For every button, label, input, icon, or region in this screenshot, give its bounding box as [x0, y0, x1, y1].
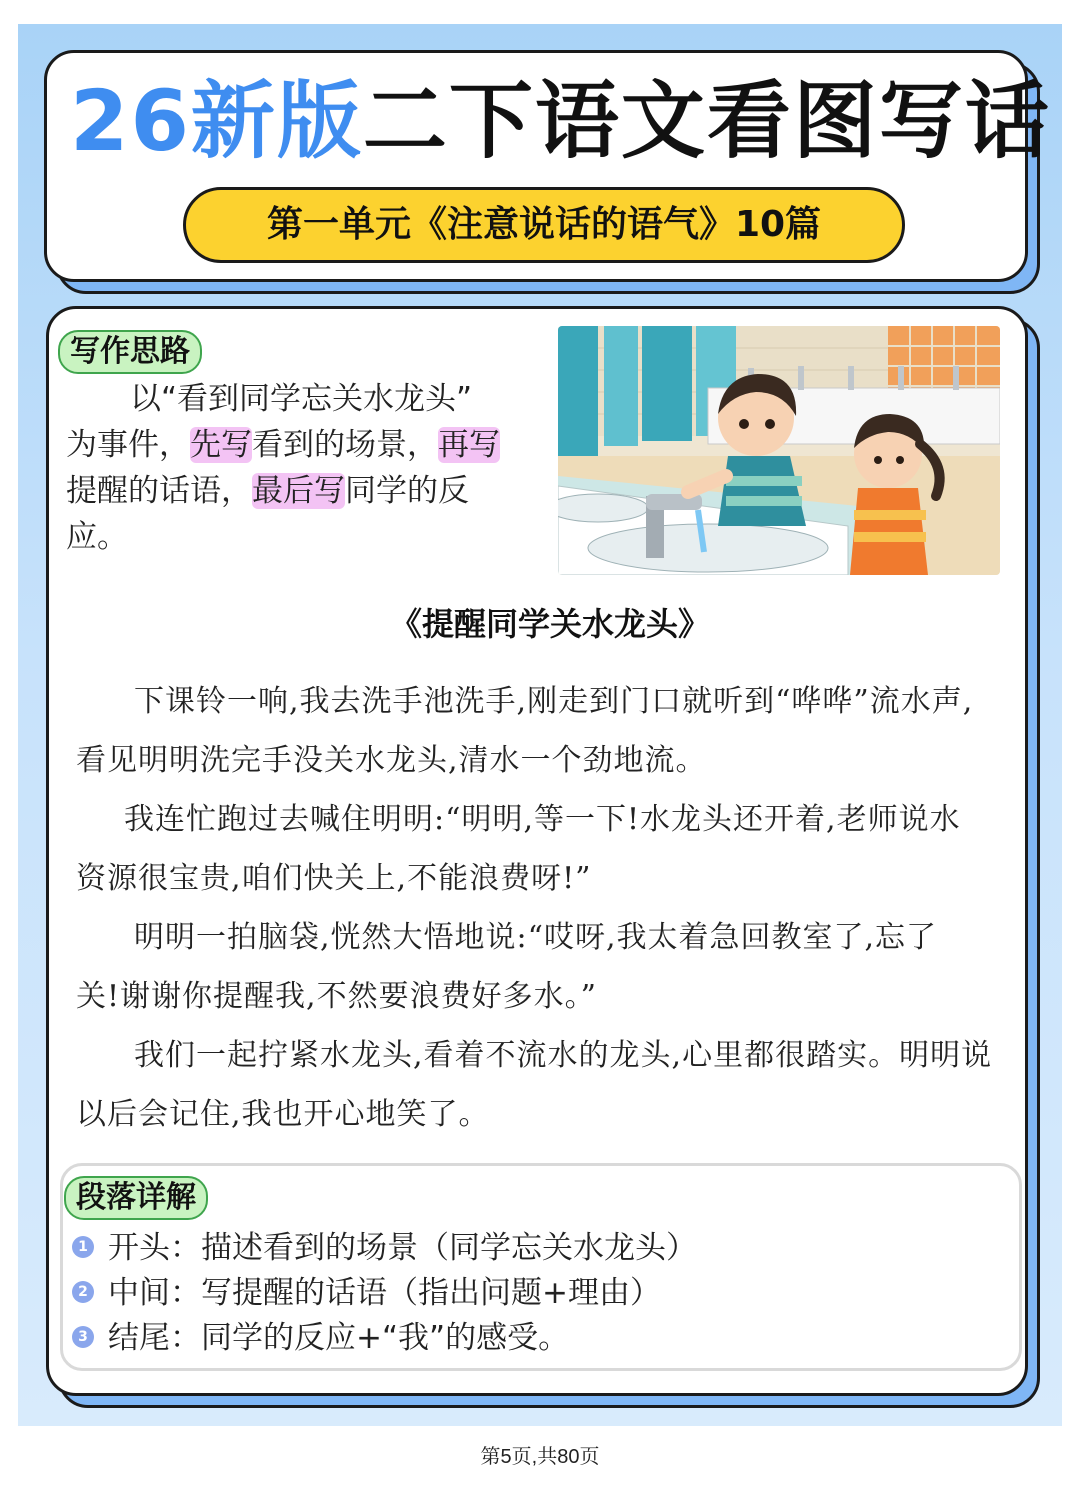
idea-line [66, 376, 536, 422]
essay-line: 下课铃一响,我去洗手池洗手,刚走到门口就听到“哗哗”流水声, [134, 684, 974, 719]
essay-body [76, 672, 1006, 1144]
step-number-badge: 2 [72, 1281, 94, 1303]
idea-text: 应。 [66, 519, 128, 555]
page-number-footer: 第5页,共80页 [480, 1446, 600, 1468]
step-text: 中间：写提醒的话语（指出问题+理由） [108, 1275, 661, 1311]
unit-subtitle: 第一单元《注意说话的语气》10篇 [183, 187, 905, 263]
writing-idea-text [66, 376, 536, 560]
essay-title [390, 600, 710, 648]
step-text: 结尾：同学的反应+“我”的感受。 [108, 1320, 570, 1356]
idea-text: 提醒的话语， [66, 473, 252, 509]
idea-text: 以“看到同学忘关水龙头” [130, 381, 473, 417]
essay-title-text: 《提醒同学关水龙头》 [390, 605, 711, 643]
idea-line [66, 468, 536, 514]
essay-line: 以后会记住,我也开心地笑了。 [76, 1097, 490, 1132]
essay-line: 我们一起拧紧水龙头,看着不流水的龙头,心里都很踏实。明明说 [134, 1038, 993, 1073]
idea-highlight: 先写 [190, 427, 252, 463]
essay-line: 看见明明洗完手没关水龙头,清水一个劲地流。 [76, 743, 707, 778]
detail-step-1 [72, 1226, 697, 1270]
essay-line: 明明一拍脑袋,恍然大悟地说:“哎呀,我太着急回教室了,忘了 [134, 920, 938, 955]
idea-line [66, 514, 536, 560]
idea-text: 为事件， [66, 427, 190, 463]
writing-idea-tag: 写作思路 [58, 330, 202, 374]
idea-text: 同学的反 [345, 473, 469, 509]
idea-line [66, 422, 536, 468]
title-black: 二下语文看图写话 [362, 72, 1051, 170]
essay-line: 关!谢谢你提醒我,不然要浪费好多水。” [76, 979, 597, 1014]
idea-text: 看到的场景， [252, 427, 438, 463]
essay-line: 我连忙跑过去喊住明明:“明明,等一下!水龙头还开着,老师说水 [124, 802, 961, 837]
idea-highlight: 最后写 [252, 473, 345, 509]
idea-highlight: 再写 [438, 427, 500, 463]
step-number-badge: 3 [72, 1326, 94, 1348]
step-number-badge: 1 [72, 1236, 94, 1258]
title-blue: 26新版 [70, 72, 363, 170]
step-text: 开头：描述看到的场景（同学忘关水龙头） [108, 1230, 697, 1266]
detail-step-3 [72, 1316, 569, 1360]
detail-step-2 [72, 1271, 661, 1315]
essay-line: 资源很宝贵,咱们快关上,不能浪费呀!” [76, 861, 592, 896]
page-title [70, 66, 1051, 176]
illustration-kids-washroom [558, 326, 1000, 575]
paragraph-detail-tag: 段落详解 [64, 1176, 208, 1220]
